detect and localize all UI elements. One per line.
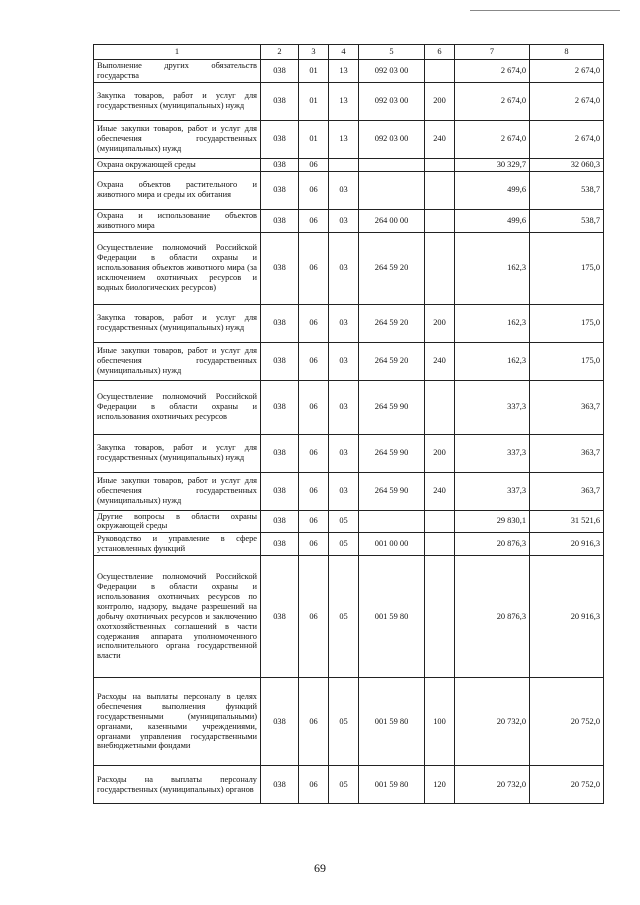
column-header: 1 (94, 45, 261, 60)
code-target: 001 00 00 (359, 533, 425, 556)
code-subsection: 03 (329, 232, 359, 304)
budget-table (93, 44, 604, 804)
table-row (94, 472, 604, 510)
row-name: Осуществление полномочий Российской Федерации в области охраны и использования охотничьих ресурсов (94, 380, 261, 434)
code-target: 001 59 80 (359, 678, 425, 766)
amount-year-2: 2 674,0 (530, 60, 604, 83)
amount-year-2: 2 674,0 (530, 82, 604, 120)
amount-year-1: 20 876,3 (455, 533, 530, 556)
code-expense-type: 100 (425, 678, 455, 766)
code-target: 264 00 00 (359, 209, 425, 232)
code-section: 06 (299, 304, 329, 342)
amount-year-1: 20 876,3 (455, 556, 530, 678)
code-expense-type (425, 158, 455, 171)
table-header-row (94, 45, 604, 60)
amount-year-1: 162,3 (455, 304, 530, 342)
row-name: Охрана и использование объектов животного мира (94, 209, 261, 232)
table-row (94, 533, 604, 556)
code-subsection: 05 (329, 766, 359, 804)
code-admin: 038 (261, 60, 299, 83)
code-subsection: 03 (329, 342, 359, 380)
amount-year-2: 363,7 (530, 380, 604, 434)
code-subsection: 05 (329, 678, 359, 766)
amount-year-1: 2 674,0 (455, 82, 530, 120)
code-section: 06 (299, 209, 329, 232)
amount-year-1: 337,3 (455, 380, 530, 434)
code-subsection: 05 (329, 510, 359, 533)
code-section: 06 (299, 171, 329, 209)
column-header: 8 (530, 45, 604, 60)
row-name: Закупка товаров, работ и услуг для государственных (муниципальных) нужд (94, 304, 261, 342)
code-target: 092 03 00 (359, 120, 425, 158)
code-section: 06 (299, 556, 329, 678)
code-target: 264 59 20 (359, 232, 425, 304)
amount-year-2: 538,7 (530, 171, 604, 209)
code-target: 092 03 00 (359, 60, 425, 83)
code-expense-type: 120 (425, 766, 455, 804)
table-row (94, 232, 604, 304)
code-admin: 038 (261, 82, 299, 120)
column-header: 5 (359, 45, 425, 60)
row-name: Закупка товаров, работ и услуг для государственных (муниципальных) нужд (94, 82, 261, 120)
amount-year-2: 538,7 (530, 209, 604, 232)
code-subsection: 03 (329, 209, 359, 232)
code-target (359, 171, 425, 209)
code-expense-type (425, 380, 455, 434)
column-header: 4 (329, 45, 359, 60)
code-expense-type (425, 60, 455, 83)
code-expense-type: 240 (425, 120, 455, 158)
code-section: 06 (299, 533, 329, 556)
amount-year-2: 175,0 (530, 304, 604, 342)
code-admin: 038 (261, 342, 299, 380)
column-header: 6 (425, 45, 455, 60)
code-admin: 038 (261, 766, 299, 804)
code-admin: 038 (261, 556, 299, 678)
table-row (94, 120, 604, 158)
code-expense-type (425, 232, 455, 304)
amount-year-1: 29 830,1 (455, 510, 530, 533)
code-target: 001 59 80 (359, 766, 425, 804)
code-expense-type: 240 (425, 342, 455, 380)
table-row (94, 380, 604, 434)
table-row (94, 304, 604, 342)
code-target: 264 59 20 (359, 304, 425, 342)
amount-year-1: 20 732,0 (455, 678, 530, 766)
code-section: 06 (299, 472, 329, 510)
column-header: 3 (299, 45, 329, 60)
code-admin: 038 (261, 232, 299, 304)
code-subsection: 05 (329, 533, 359, 556)
row-name: Иные закупки товаров, работ и услуг для обеспечения государственных (муниципальных) нужд (94, 472, 261, 510)
code-target: 092 03 00 (359, 82, 425, 120)
amount-year-2: 2 674,0 (530, 120, 604, 158)
code-expense-type (425, 510, 455, 533)
row-name: Иные закупки товаров, работ и услуг для обеспечения государственных (муниципальных) нужд (94, 120, 261, 158)
row-name: Другие вопросы в области охраны окружающей среды (94, 510, 261, 533)
amount-year-1: 30 329,7 (455, 158, 530, 171)
amount-year-2: 175,0 (530, 232, 604, 304)
row-name: Охрана объектов растительного и животного мира и среды их обитания (94, 171, 261, 209)
code-expense-type (425, 533, 455, 556)
code-admin: 038 (261, 120, 299, 158)
code-section: 06 (299, 158, 329, 171)
amount-year-2: 175,0 (530, 342, 604, 380)
code-target (359, 158, 425, 171)
code-admin: 038 (261, 380, 299, 434)
amount-year-2: 31 521,6 (530, 510, 604, 533)
code-section: 01 (299, 120, 329, 158)
code-admin: 038 (261, 171, 299, 209)
amount-year-1: 499,6 (455, 171, 530, 209)
code-expense-type (425, 171, 455, 209)
row-name: Осуществление полномочий Российской Федерации в области охраны и использования объектов животного мира (за исключением охотничьих ресурсов и водных биологических ресурсов) (94, 232, 261, 304)
code-subsection: 03 (329, 472, 359, 510)
amount-year-1: 2 674,0 (455, 60, 530, 83)
code-target: 001 59 80 (359, 556, 425, 678)
row-name: Расходы на выплаты персоналу государственных (муниципальных) органов (94, 766, 261, 804)
table-row (94, 678, 604, 766)
code-subsection: 03 (329, 380, 359, 434)
amount-year-1: 162,3 (455, 232, 530, 304)
amount-year-2: 20 916,3 (530, 556, 604, 678)
amount-year-1: 162,3 (455, 342, 530, 380)
code-expense-type: 200 (425, 434, 455, 472)
row-name: Выполнение других обязательств государства (94, 60, 261, 83)
amount-year-2: 32 060,3 (530, 158, 604, 171)
code-target (359, 510, 425, 533)
row-name: Осуществление полномочий Российской Федерации в области охраны и использования охотничьих ресурсов по контролю, надзору, выдаче разрешений на добычу охотничьих ресурсов и заключению охотхозяйственных соглашений в части содержания аппарата уполномоченного исполнительного органа государственной власти (94, 556, 261, 678)
code-admin: 038 (261, 158, 299, 171)
amount-year-1: 20 732,0 (455, 766, 530, 804)
table-row (94, 60, 604, 83)
amount-year-2: 363,7 (530, 472, 604, 510)
code-section: 06 (299, 342, 329, 380)
code-expense-type: 240 (425, 472, 455, 510)
code-section: 06 (299, 510, 329, 533)
row-name: Расходы на выплаты персоналу в целях обеспечения выполнения функций государственными (муниципальными) органами, казенными учреждениями, органами управления государственными внебюджетными фондами (94, 678, 261, 766)
table-row (94, 510, 604, 533)
code-expense-type (425, 556, 455, 678)
row-name: Охрана окружающей среды (94, 158, 261, 171)
code-subsection: 03 (329, 434, 359, 472)
column-header: 2 (261, 45, 299, 60)
code-expense-type: 200 (425, 304, 455, 342)
amount-year-2: 20 752,0 (530, 678, 604, 766)
row-name: Закупка товаров, работ и услуг для государственных (муниципальных) нужд (94, 434, 261, 472)
table-row (94, 82, 604, 120)
table-row (94, 434, 604, 472)
code-subsection (329, 158, 359, 171)
code-admin: 038 (261, 304, 299, 342)
code-subsection: 13 (329, 60, 359, 83)
amount-year-1: 337,3 (455, 434, 530, 472)
table-row (94, 209, 604, 232)
code-section: 01 (299, 82, 329, 120)
row-name: Руководство и управление в сфере установленных функций (94, 533, 261, 556)
code-expense-type (425, 209, 455, 232)
code-admin: 038 (261, 472, 299, 510)
top-rule (470, 10, 620, 11)
code-target: 264 59 20 (359, 342, 425, 380)
code-subsection: 13 (329, 82, 359, 120)
amount-year-2: 20 752,0 (530, 766, 604, 804)
page-number: 69 (314, 861, 326, 875)
amount-year-2: 363,7 (530, 434, 604, 472)
code-admin: 038 (261, 209, 299, 232)
code-expense-type: 200 (425, 82, 455, 120)
amount-year-1: 337,3 (455, 472, 530, 510)
table-row (94, 158, 604, 171)
code-target: 264 59 90 (359, 434, 425, 472)
code-section: 06 (299, 380, 329, 434)
code-admin: 038 (261, 510, 299, 533)
code-section: 06 (299, 678, 329, 766)
code-admin: 038 (261, 533, 299, 556)
code-admin: 038 (261, 434, 299, 472)
amount-year-1: 2 674,0 (455, 120, 530, 158)
code-section: 06 (299, 232, 329, 304)
table-row (94, 766, 604, 804)
row-name: Иные закупки товаров, работ и услуг для обеспечения государственных (муниципальных) нужд (94, 342, 261, 380)
code-subsection: 03 (329, 171, 359, 209)
code-target: 264 59 90 (359, 380, 425, 434)
amount-year-1: 499,6 (455, 209, 530, 232)
code-subsection: 03 (329, 304, 359, 342)
table-row (94, 556, 604, 678)
column-header: 7 (455, 45, 530, 60)
code-target: 264 59 90 (359, 472, 425, 510)
table-row (94, 342, 604, 380)
code-section: 06 (299, 766, 329, 804)
code-section: 01 (299, 60, 329, 83)
code-subsection: 05 (329, 556, 359, 678)
code-subsection: 13 (329, 120, 359, 158)
code-admin: 038 (261, 678, 299, 766)
code-section: 06 (299, 434, 329, 472)
amount-year-2: 20 916,3 (530, 533, 604, 556)
table-row (94, 171, 604, 209)
